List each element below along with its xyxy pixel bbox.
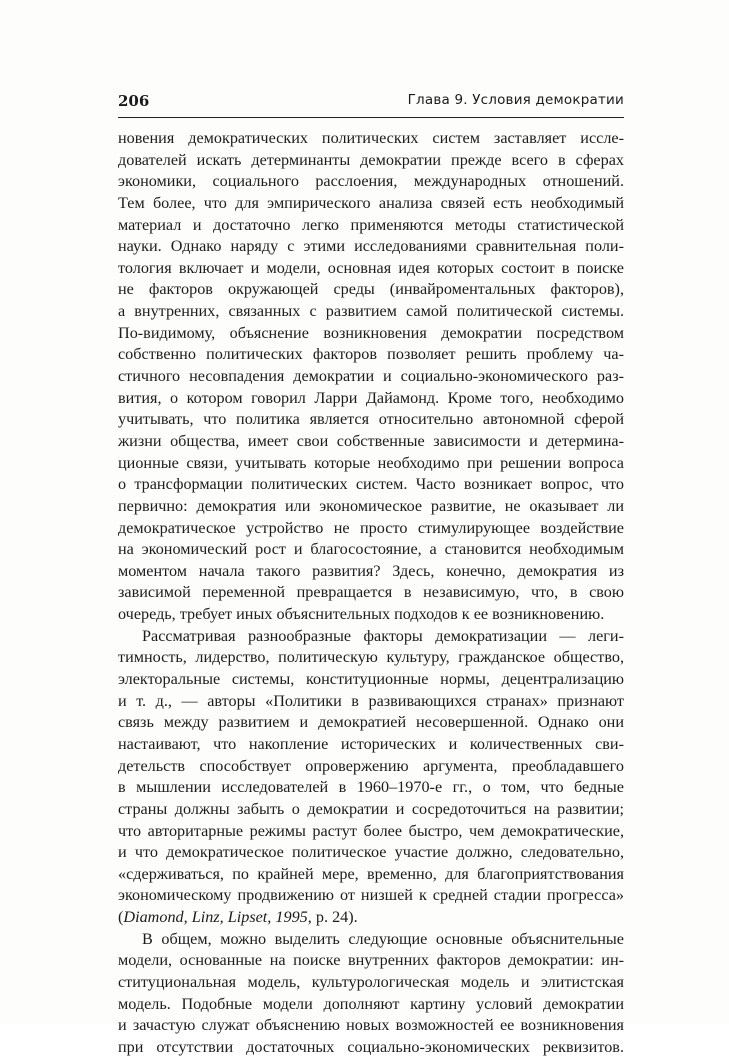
text-line: экономическому продвижению от низшей к средней стадии прогресса»: [118, 886, 624, 905]
text-line: новения демократических политических систем заставляет иссле-: [118, 129, 624, 147]
body-text: [118, 128, 624, 1059]
text-line: вития, о котором говорил Ларри Дайамонд. Кроме того, необходимо: [118, 388, 624, 407]
running-head: Глава 9. Условия демократии: [407, 92, 624, 108]
text-line: «сдерживаться, по крайней мере, временно, для благоприятствования: [118, 864, 624, 883]
text-line: связь между развитием и демократией несовершенной. Однако они: [118, 713, 624, 732]
text-line: тимность, лидерство, политическую культуру, гражданское общество,: [118, 648, 624, 667]
citation-line: [118, 907, 624, 929]
text-line: стичного несовпадения демократии и социально-экономического раз-: [118, 367, 624, 386]
text-line: ционные связи, учитывать которые необходимо при решении вопроса: [118, 453, 624, 472]
page-header: [118, 92, 624, 114]
text-line: моментом начала такого развития? Здесь, конечно, демократия из: [118, 561, 624, 580]
text-line: В общем, можно выделить следующие основные объяснительные: [142, 929, 624, 948]
header-rule: [118, 117, 624, 118]
text-line: что авторитарные режимы растут более быстро, чем демократические,: [118, 821, 624, 840]
text-line: материал и достаточно легко применяются методы статистической: [118, 215, 624, 234]
citation-page: , p. 24).: [307, 908, 358, 927]
text-line: и что демократическое политическое участие должно, следовательно,: [118, 843, 624, 862]
text-line: собственно политических факторов позволяет решить проблему ча-: [118, 345, 624, 364]
text-line: Тем более, что для эмпирического анализа связей есть необходимый: [118, 193, 624, 212]
text-line: тология включает и модели, основная идея которых состоит в поиске: [118, 258, 624, 277]
text-line: детельств способствует опровержению аргумента, преобладавшего: [118, 756, 624, 775]
text-line: не факторов окружающей среды (инвайроментальных факторов),: [118, 280, 624, 299]
text-line: науки. Однако наряду с этими исследованиями сравнительная поли-: [118, 237, 624, 256]
text-line: электоральные системы, конституционные нормы, децентрализацию: [118, 670, 624, 689]
text-line: на экономический рост и благосостояние, а становится необходимым: [118, 540, 624, 559]
text-line: Рассматривая разнообразные факторы демократизации — леги-: [142, 626, 624, 645]
text-line: зависимой переменной превращается в независимую, что, в свою: [118, 583, 624, 602]
text-line: настаивают, что накопление исторических и количественных сви-: [118, 734, 624, 753]
text-line: дователей искать детерминанты демократии прежде всего в сферах: [118, 150, 624, 169]
citation-authors: Diamond, Linz, Lipset, 1995: [123, 908, 308, 927]
citation-open: (: [118, 908, 124, 927]
text-line: первично: демократия или экономическое развитие, не оказывает ли: [118, 496, 624, 515]
text-line: и т. д., — авторы «Политики в развивающихся странах» признают: [118, 691, 624, 710]
text-line: модель. Подобные модели дополняют картину условий демократии: [118, 994, 624, 1013]
text-line: экономики, социального расслоения, международных отношений.: [118, 172, 624, 191]
paragraph-1: [118, 128, 624, 626]
text-line: По-видимому, объяснение возникновения демократии посредством: [118, 323, 624, 342]
text-line: страны должны забыть о демократии и сосредоточиться на развитии;: [118, 799, 624, 818]
text-line: и зачастую служат объяснению новых возможностей ее возникновения: [118, 1016, 624, 1035]
text-line: в мышлении исследователей в 1960–1970-е гг., о том, что бедные: [118, 778, 624, 797]
text-line: а внутренних, связанных с развитием самой политической системы.: [118, 302, 624, 321]
text-line: демократическое устройство не просто стимулирующее воздействие: [118, 518, 624, 537]
text-line: при отсутствии достаточных социально-экономических реквизитов.: [118, 1037, 624, 1056]
text-line: модели, основанные на поиске внутренних факторов демократии: ин-: [118, 951, 624, 970]
paragraph-2: [118, 626, 624, 929]
page-number: 206: [118, 92, 150, 110]
paragraph-3: [118, 929, 624, 1059]
text-line: жизни общества, имеет свои собственные зависимости и детермина-: [118, 431, 624, 450]
text-line: ституциональная модель, культурологическая модель и элитистская: [118, 972, 624, 991]
text-line: очередь, требует иных объяснительных подходов к ее возникновению.: [118, 605, 605, 624]
text-line: учитывать, что политика является относительно автономной сферой: [118, 410, 624, 429]
text-line: о трансформации политических систем. Часто возникает вопрос, что: [118, 475, 624, 494]
